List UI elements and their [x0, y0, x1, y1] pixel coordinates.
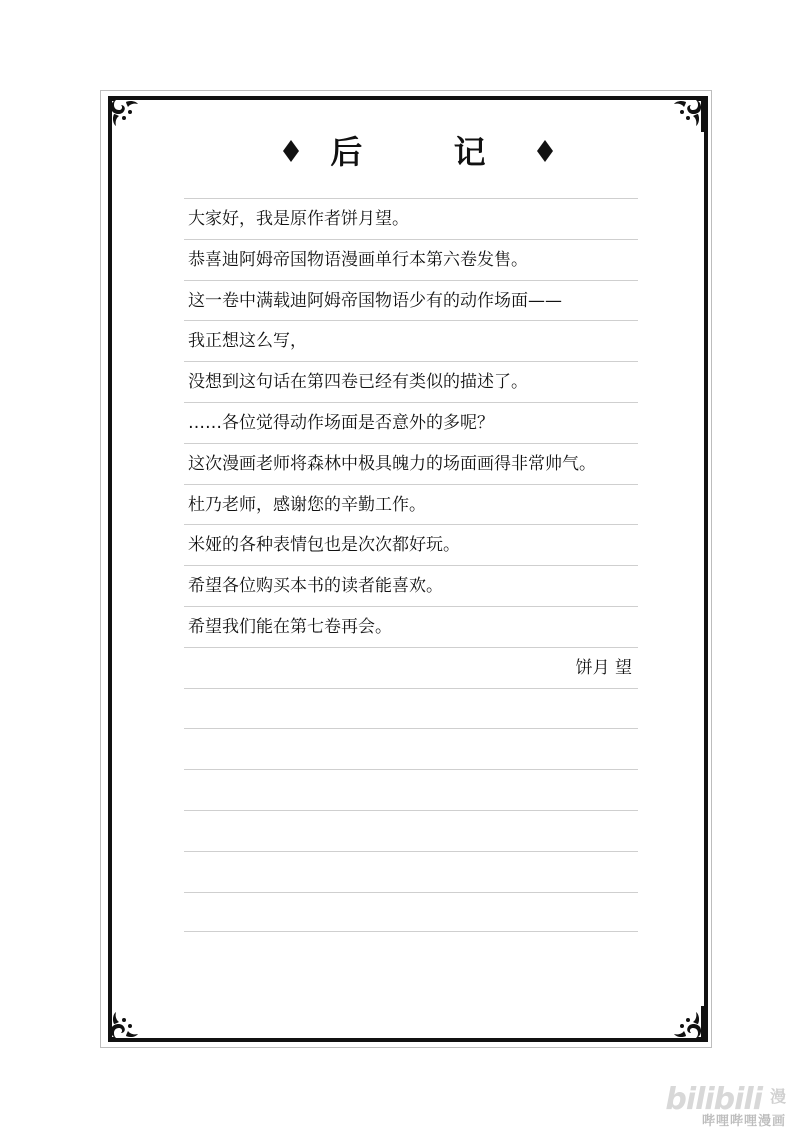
text-line — [184, 484, 638, 525]
empty-line — [184, 851, 638, 892]
empty-line — [184, 769, 638, 810]
text-line — [184, 320, 638, 361]
ornament-corner-icon — [106, 94, 146, 134]
text-line — [184, 565, 638, 606]
paragraph-line: 我正想这么写， — [188, 331, 307, 352]
watermark-label: 漫 — [769, 1087, 786, 1106]
paragraph-line: 大家好，我是原作者饼月望。 — [188, 209, 409, 229]
paragraph-line: 杜乃老师，感谢您的辛勤工作。 — [188, 494, 426, 515]
paragraph-line: 希望各位购买本书的读者能喜欢。 — [188, 576, 443, 597]
empty-line — [184, 728, 638, 769]
paragraph-line: 希望我们能在第七卷再会。 — [188, 616, 392, 637]
signature-line — [184, 647, 638, 688]
empty-line — [184, 810, 638, 851]
paragraph-line: 没想到这句话在第四卷已经有类似的描述了。 — [188, 372, 528, 393]
author-signature: 饼月 望 — [575, 657, 632, 678]
text-line — [184, 443, 638, 484]
paragraph-line: 恭喜迪阿姆帝国物语漫画单行本第六卷发售。 — [188, 249, 528, 270]
ornament-corner-icon — [666, 94, 706, 134]
diamond-icon — [534, 140, 556, 162]
ruled-text-area — [184, 198, 638, 932]
bilibili-logo: bilibili — [665, 1082, 762, 1117]
empty-line — [184, 892, 638, 933]
watermark-subtitle: 哔哩哔哩漫画 — [701, 1114, 786, 1129]
watermark — [665, 1082, 792, 1132]
text-line — [184, 361, 638, 402]
title-row — [108, 130, 708, 174]
paragraph-line: ……各位觉得动作场面是否意外的多呢？ — [188, 412, 494, 433]
paragraph-line: 这一卷中满载迪阿姆帝国物语少有的动作场面—— — [188, 290, 562, 311]
page-title: 后 记 — [330, 133, 526, 171]
text-line — [184, 524, 638, 565]
paragraph-line: 这次漫画老师将森林中极具魄力的场面画得非常帅气。 — [188, 453, 596, 474]
paragraph-line: 米娅的各种表情包也是次次都好玩。 — [188, 535, 460, 556]
text-line — [184, 239, 638, 280]
empty-line — [184, 688, 638, 729]
text-line — [184, 402, 638, 443]
ornament-corner-icon — [666, 1004, 706, 1044]
ornament-corner-icon — [106, 1004, 146, 1044]
text-line — [184, 606, 638, 647]
text-line — [184, 280, 638, 321]
text-line — [184, 198, 638, 239]
